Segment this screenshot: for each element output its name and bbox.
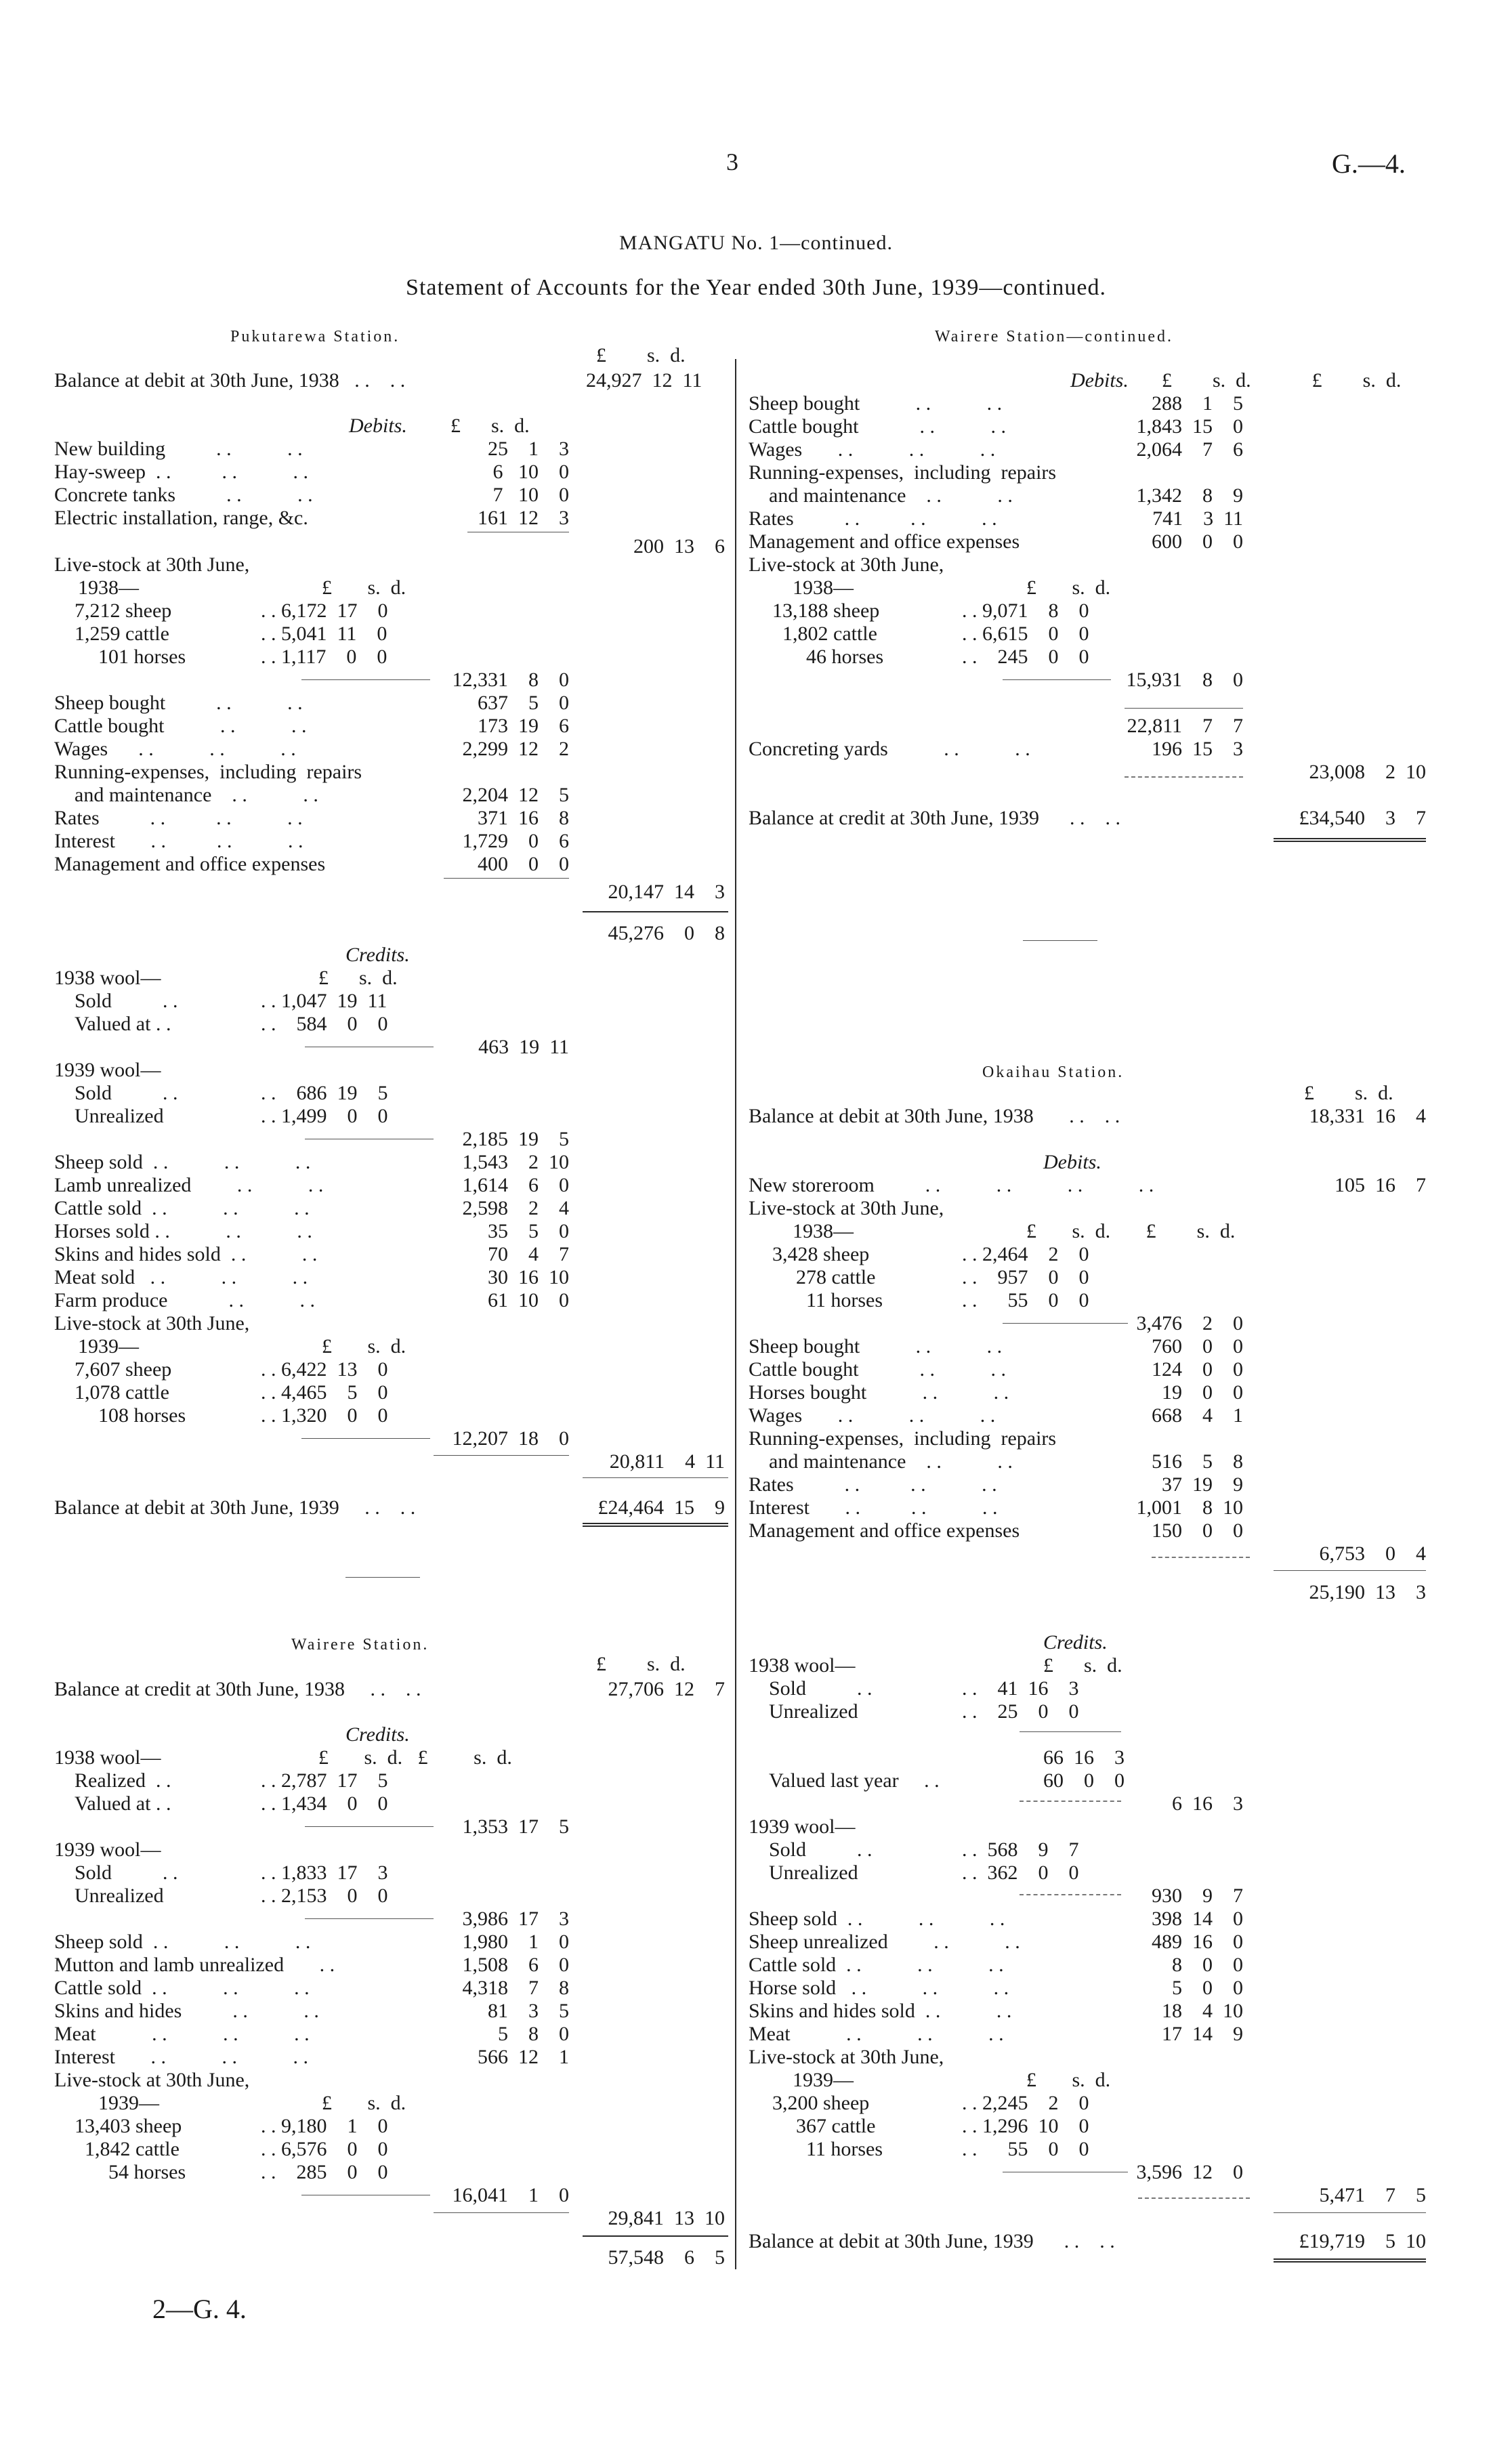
livestock-label: Live-stock at 30th June,: [749, 1197, 944, 1219]
livestock-total: 12,207 18 0: [452, 1427, 569, 1450]
livestock-head: £ s. d.: [1026, 2069, 1111, 2091]
wool-row-value: . . 362 0 0: [962, 1861, 1079, 1884]
wool-row-label: Unrealized: [75, 1105, 164, 1127]
debit-label: Interest . . . . . .: [54, 830, 303, 852]
credits-total: 29,841 13 10: [608, 2207, 725, 2229]
document-title: MANGATU No. 1—continued.: [619, 232, 893, 254]
wool-row-label: Unrealized: [769, 1861, 858, 1884]
column-head: £ s. d.: [596, 344, 686, 366]
debits-total: 20,147 14 3: [608, 881, 725, 903]
livestock-row-label: 1,842 cattle: [85, 2138, 180, 2160]
credits-label: Credits.: [1043, 1631, 1108, 1654]
wool-row-label: Sold . .: [769, 1677, 873, 1700]
wool-label: 1938 wool—: [749, 1654, 856, 1677]
debit-value: 196 15 3: [1152, 738, 1243, 760]
debit-value: 6 10 0: [492, 461, 569, 483]
debit-label: and maintenance . . . .: [769, 1450, 1013, 1473]
credits-label: Credits.: [345, 944, 410, 966]
debits-total: 23,008 2 10: [1309, 761, 1426, 783]
wool-row-value: . . 584 0 0: [261, 1013, 388, 1035]
double-rule: [583, 1523, 728, 1527]
section-heading: Wairere Station.: [291, 1636, 429, 1654]
debit-value: 288 1 5: [1152, 392, 1243, 415]
livestock-label: Live-stock at 30th June,: [54, 1312, 250, 1334]
livestock-row-value: . . 2,245 2 0: [962, 2092, 1089, 2114]
credit-value: 5 0 0: [1172, 1977, 1243, 1999]
credit-value: 35 5 0: [488, 1220, 569, 1242]
rule: [1003, 679, 1111, 680]
credit-value: 61 10 0: [488, 1289, 569, 1311]
wool-row-value: . . 41 16 3: [962, 1677, 1079, 1700]
livestock-head: £ s. d. £ s. d.: [1026, 1220, 1236, 1242]
column-divider: [735, 359, 736, 2269]
wool-total: 6 16 3: [1172, 1792, 1243, 1815]
livestock-row-value: . . 1,320 0 0: [261, 1404, 388, 1427]
rule: [434, 2212, 569, 2213]
livestock-row-value: . . 9,180 1 0: [261, 2115, 388, 2137]
page-code: G.—4.: [1332, 148, 1406, 179]
debit-label: Sheep bought . . . .: [749, 392, 1003, 415]
debit-label: Horses bought . . . .: [749, 1381, 1009, 1404]
debit-value: 1,001 8 10: [1136, 1496, 1243, 1519]
livestock-row-label: 7,212 sheep: [75, 600, 172, 622]
debit-value: 2,299 12 2: [462, 738, 569, 760]
livestock-year: 1938—: [793, 576, 854, 599]
double-rule: [1274, 838, 1426, 842]
livestock-row-label: 11 horses: [806, 2138, 883, 2160]
wool-label: 1939 wool—: [54, 1838, 161, 1861]
wool-subtotal: 66 16 3: [1043, 1746, 1125, 1769]
credit-label: Lamb unrealized . . . .: [54, 1174, 324, 1196]
livestock-row-label: 1,802 cattle: [782, 623, 877, 645]
wool-row-value: . . 1,047 19 11: [261, 990, 387, 1012]
column-head: £ s. d.: [596, 1653, 686, 1675]
debit-label: Interest . . . . . .: [749, 1496, 998, 1519]
livestock-year: 1939—: [793, 2069, 854, 2091]
credit-label: Horse sold . . . . . .: [749, 1977, 1009, 1999]
wool-row-value: . . 2,153 0 0: [261, 1885, 388, 1907]
wool-label: 1939 wool—: [749, 1815, 856, 1838]
footer-code: 2—G. 4.: [152, 2294, 247, 2324]
balance-open-label: Balance at debit at 30th June, 1938 . . . .: [749, 1105, 1120, 1127]
debit-value: 124 0 0: [1152, 1358, 1243, 1381]
credit-label: Cattle sold . . . . . .: [54, 1977, 310, 1999]
debit-label: Concreting yards . . . .: [749, 738, 1030, 760]
rule: [444, 878, 569, 879]
credit-label: Skins and hides sold . . . .: [749, 2000, 1012, 2022]
debit-label: Rates . . . . . .: [749, 507, 997, 530]
livestock-row-label: 1,078 cattle: [75, 1381, 169, 1404]
balance-open-value: 27,706 12 7: [608, 1678, 725, 1700]
section-heading: Pukutarewa Station.: [230, 328, 400, 345]
balance-close-value: £24,464 15 9: [597, 1496, 725, 1519]
debit-value: 760 0 0: [1152, 1335, 1243, 1358]
debit-label: Sheep bought . . . .: [749, 1335, 1003, 1358]
debit-value: 1,342 8 9: [1136, 484, 1243, 507]
livestock-total: 16,041 1 0: [452, 2184, 569, 2206]
debit-label: Sheep bought . . . .: [54, 692, 303, 714]
credit-label: Skins and hides sold . . . .: [54, 1243, 318, 1265]
wool-label: 1938 wool—: [54, 967, 161, 989]
credits-head: £ s. d.: [1043, 1654, 1122, 1677]
credits-head: £ s. d.: [318, 967, 398, 989]
rule: [583, 911, 728, 912]
wool-row-value: . . 1,499 0 0: [261, 1105, 388, 1127]
column-head: £ s. d. £ s. d.: [1162, 369, 1402, 392]
credit-value: 1,614 6 0: [462, 1174, 569, 1196]
debit-label: Management and office expenses: [749, 1519, 1020, 1542]
credits-label: Credits.: [345, 1723, 410, 1746]
debit-value: 516 5 8: [1152, 1450, 1243, 1473]
wool-total: 2,185 19 5: [462, 1128, 569, 1150]
livestock-row-value: . . 245 0 0: [962, 646, 1089, 668]
livestock-row-label: 367 cattle: [796, 2115, 876, 2137]
debit-value: 741 3 11: [1152, 507, 1243, 530]
livestock-row-value: . . 957 0 0: [962, 1266, 1089, 1288]
wool-row-value: . . 25 0 0: [962, 1700, 1079, 1723]
subtotal-value: 22,811 7 7: [1127, 715, 1243, 737]
credit-label: Meat . . . . . .: [749, 2023, 1004, 2045]
wool-total: 930 9 7: [1152, 1885, 1243, 1907]
livestock-label: Live-stock at 30th June,: [749, 2046, 944, 2068]
section-heading: Wairere Station—continued.: [935, 328, 1173, 345]
credit-label: Sheep unrealized . . . .: [749, 1931, 1020, 1953]
livestock-row-value: . . 55 0 0: [962, 1289, 1089, 1311]
credit-label: Sheep sold . . . . . .: [749, 1908, 1005, 1930]
livestock-row-value: . . 6,615 0 0: [962, 623, 1089, 645]
livestock-row-value: . . 6,172 17 0: [261, 600, 388, 622]
livestock-row-label: 7,607 sheep: [75, 1358, 172, 1381]
debit-label: Running-expenses, including repairs: [749, 1427, 1057, 1450]
livestock-row-label: 101 horses: [98, 646, 186, 668]
debit-value: 668 4 1: [1152, 1404, 1243, 1427]
balance-close-label: Balance at credit at 30th June, 1939 . . . .: [749, 807, 1121, 829]
debit-value: 7 10 0: [492, 484, 569, 506]
debit-value: 637 5 0: [478, 692, 569, 714]
balance-close-label: Balance at debit at 30th June, 1939 . . . .: [54, 1496, 416, 1519]
credits-total: 5,471 7 5: [1319, 2184, 1426, 2206]
credit-value: 1,980 1 0: [462, 1931, 569, 1953]
debit-label: Wages . . . . . .: [749, 1404, 996, 1427]
livestock-row-label: 3,428 sheep: [772, 1243, 870, 1265]
livestock-head: £ s. d.: [322, 576, 406, 599]
credit-label: Interest . . . . . .: [54, 2046, 308, 2068]
debits-label: Debits.: [1043, 1151, 1101, 1173]
rule: [301, 1438, 430, 1439]
balance-close-value: £34,540 3 7: [1299, 807, 1426, 829]
credit-label: Skins and hides . . . .: [54, 2000, 319, 2022]
balance-open-value: 24,927 12 11: [586, 369, 702, 392]
credit-label: Cattle sold . . . . . .: [54, 1197, 310, 1219]
debits-label: Debits.: [1070, 369, 1129, 392]
livestock-year: 1938—: [78, 576, 139, 599]
debit-label: Concrete tanks . . . .: [54, 484, 313, 506]
livestock-row-value: . . 1,117 0 0: [261, 646, 387, 668]
debit-label: and maintenance . . . .: [75, 784, 318, 806]
wool-row-value: . . 686 19 5: [261, 1082, 388, 1104]
wool-row-value: 60 0 0: [1043, 1769, 1125, 1792]
wool-row-label: Sold . .: [75, 1861, 178, 1884]
rule: [434, 1455, 569, 1456]
rule: [301, 679, 430, 680]
livestock-total: 12,331 8 0: [452, 669, 569, 691]
debits-label: Debits.: [349, 415, 407, 437]
wool-row-label: Unrealized: [769, 1700, 858, 1723]
livestock-row-value: . . 2,464 2 0: [962, 1243, 1089, 1265]
debit-label: Wages . . . . . .: [54, 738, 296, 760]
credits-total: 20,811 4 11: [609, 1450, 725, 1473]
credit-value: 70 4 7: [488, 1243, 569, 1265]
credit-value: 30 16 10: [488, 1266, 569, 1288]
debit-value: 600 0 0: [1152, 530, 1243, 553]
wool-row-label: Realized . .: [75, 1769, 171, 1792]
wool-row-label: Valued at . .: [75, 1013, 171, 1035]
wool-row-value: . . 1,833 17 3: [261, 1861, 388, 1884]
rule: [1138, 2197, 1250, 2199]
grand-total: 25,190 13 3: [1309, 1581, 1426, 1603]
rule: [583, 1477, 728, 1478]
rule: [1274, 2212, 1426, 2213]
livestock-row-value: . . 4,465 5 0: [261, 1381, 388, 1404]
debit-value: 1,729 0 6: [462, 830, 569, 852]
livestock-head: £ s. d.: [322, 2092, 406, 2114]
credit-label: Meat . . . . . .: [54, 2023, 310, 2045]
credit-value: 398 14 0: [1152, 1908, 1243, 1930]
subtotal-value: 200 13 6: [633, 535, 725, 558]
livestock-year: 1939—: [78, 1335, 139, 1358]
livestock-row-label: 108 horses: [98, 1404, 186, 1427]
wool-total: 3,986 17 3: [462, 1908, 569, 1930]
debit-value: 400 0 0: [478, 853, 569, 875]
debit-value: 371 16 8: [478, 807, 569, 829]
credit-label: Horses sold . . . . . .: [54, 1220, 312, 1242]
section-heading: Okaihau Station.: [982, 1064, 1125, 1081]
rule: [1125, 708, 1243, 709]
livestock-row-value: . . 6,576 0 0: [261, 2138, 388, 2160]
grand-total: 57,548 6 5: [608, 2246, 725, 2269]
livestock-row-label: 46 horses: [806, 646, 884, 668]
debits-total: 6,753 0 4: [1319, 1542, 1426, 1565]
rule: [1020, 1731, 1121, 1732]
credit-label: Farm produce . . . .: [54, 1289, 315, 1311]
wool-label: 1938 wool—: [54, 1746, 161, 1769]
livestock-row-label: 278 cattle: [796, 1266, 876, 1288]
balance-close-value: £19,719 5 10: [1299, 2230, 1426, 2252]
column-head: £ s. d.: [1304, 1082, 1393, 1104]
livestock-row-label: 3,200 sheep: [772, 2092, 870, 2114]
credit-value: 8 0 0: [1172, 1954, 1243, 1976]
debit-value: 37 19 9: [1162, 1473, 1243, 1496]
debit-label: Rates . . . . . .: [749, 1473, 997, 1496]
debit-label: Cattle bought . . . .: [749, 415, 1006, 438]
wool-row-label: Sold . .: [769, 1838, 873, 1861]
debit-label: Rates . . . . . .: [54, 807, 303, 829]
debits-head: £ s. d.: [450, 415, 530, 437]
wool-row-label: Sold . .: [75, 1082, 178, 1104]
balance-open-value: 18,331 16 4: [1309, 1105, 1426, 1127]
credit-value: 81 3 5: [488, 2000, 569, 2022]
balance-close-label: Balance at debit at 30th June, 1939 . . . .: [749, 2230, 1115, 2252]
debit-label: Hay-sweep . . . . . .: [54, 461, 308, 483]
section-separator: [1023, 940, 1097, 941]
debit-value: 2,064 7 6: [1136, 438, 1243, 461]
balance-open-label: Balance at credit at 30th June, 1938 . . . .: [54, 1678, 421, 1700]
debit-value: 150 0 0: [1152, 1519, 1243, 1542]
grand-total: 45,276 0 8: [608, 922, 725, 944]
rule: [1274, 1570, 1426, 1571]
document-subtitle: Statement of Accounts for the Year ended 30th June, 1939—continued.: [406, 275, 1106, 300]
rule: [1020, 1894, 1121, 1895]
wool-row-label: Unrealized: [75, 1885, 164, 1907]
credit-value: 1,508 6 0: [462, 1954, 569, 1976]
livestock-total: 3,596 12 0: [1136, 2161, 1243, 2183]
livestock-year: 1939—: [98, 2092, 159, 2114]
livestock-row-value: . . 6,422 13 0: [261, 1358, 388, 1381]
debit-label: New building . . . .: [54, 438, 303, 460]
credit-label: Cattle sold . . . . . .: [749, 1954, 1004, 1976]
wool-row-value: . . 2,787 17 5: [261, 1769, 388, 1792]
livestock-row-label: 1,259 cattle: [75, 623, 169, 645]
debit-label: Cattle bought . . . .: [54, 715, 307, 737]
livestock-label: Live-stock at 30th June,: [54, 2069, 250, 2091]
livestock-row-value: . . 1,296 10 0: [962, 2115, 1089, 2137]
wool-row-label: Valued at . .: [75, 1792, 171, 1815]
livestock-row-value: . . 5,041 11 0: [261, 623, 387, 645]
credit-value: 2,598 2 4: [462, 1197, 569, 1219]
credit-value: 566 12 1: [478, 2046, 569, 2068]
rule: [1003, 1323, 1128, 1324]
debit-label: Electric installation, range, &c.: [54, 507, 308, 529]
debit-value: 25 1 3: [488, 438, 569, 460]
section-separator: [345, 1577, 420, 1578]
livestock-row-value: . . 285 0 0: [261, 2161, 388, 2183]
rule: [1125, 776, 1243, 778]
credit-label: Sheep sold . . . . . .: [54, 1151, 311, 1173]
double-rule: [1274, 2258, 1426, 2263]
debit-value: 2,204 12 5: [462, 784, 569, 806]
debit-label: and maintenance . . . .: [769, 484, 1013, 507]
debit-value: 1,843 15 0: [1136, 415, 1243, 438]
rule: [1020, 1801, 1121, 1802]
wool-row-label: Sold . .: [75, 990, 178, 1012]
credit-value: 18 4 10: [1162, 2000, 1243, 2022]
rule: [1152, 1557, 1250, 1558]
debit-label: Cattle bought . . . .: [749, 1358, 1006, 1381]
wool-row-value: . . 568 9 7: [962, 1838, 1079, 1861]
livestock-label: Live-stock at 30th June,: [749, 553, 944, 576]
livestock-label: Live-stock at 30th June,: [54, 553, 250, 576]
debit-label: Running-expenses, including repairs: [54, 761, 362, 783]
livestock-total: 3,476 2 0: [1136, 1312, 1243, 1334]
debit-label: Wages . . . . . .: [749, 438, 996, 461]
debit-label: Running-expenses, including repairs: [749, 461, 1057, 484]
wool-total: 1,353 17 5: [462, 1815, 569, 1838]
rule: [305, 1918, 434, 1919]
livestock-row-label: 11 horses: [806, 1289, 883, 1311]
credit-value: 17 14 9: [1162, 2023, 1243, 2045]
livestock-row-value: . . 55 0 0: [962, 2138, 1089, 2160]
credits-head: £ s. d. £ s. d.: [318, 1746, 512, 1769]
debit-value: 173 19 6: [478, 715, 569, 737]
livestock-row-label: 54 horses: [108, 2161, 186, 2183]
page-number: 3: [726, 148, 738, 175]
credit-label: Mutton and lamb unrealized . .: [54, 1954, 335, 1976]
wool-row-label: Valued last year . .: [769, 1769, 940, 1792]
livestock-row-label: 13,403 sheep: [75, 2115, 182, 2137]
credit-label: Meat sold . . . . . .: [54, 1266, 308, 1288]
balance-open-label: Balance at debit at 30th June, 1938 . . . .: [54, 369, 406, 392]
livestock-head: £ s. d.: [322, 1335, 406, 1358]
livestock-row-value: . . 9,071 8 0: [962, 600, 1089, 622]
credit-value: 5 8 0: [498, 2023, 569, 2045]
debit-label: New storeroom . . . . . . . .: [749, 1174, 1154, 1196]
livestock-row-label: 13,188 sheep: [772, 600, 880, 622]
wool-total: 463 19 11: [478, 1036, 569, 1058]
credit-value: 1,543 2 10: [462, 1151, 569, 1173]
wool-row-value: . . 1,434 0 0: [261, 1792, 388, 1815]
debit-label: Management and office expenses: [54, 853, 326, 875]
credit-label: Sheep sold . . . . . .: [54, 1931, 311, 1953]
rule: [583, 2235, 728, 2237]
livestock-total: 15,931 8 0: [1126, 669, 1243, 691]
wool-label: 1939 wool—: [54, 1059, 161, 1081]
credit-value: 489 16 0: [1152, 1931, 1243, 1953]
livestock-year: 1938—: [793, 1220, 854, 1242]
debit-label: Management and office expenses: [749, 530, 1020, 553]
credit-value: 4,318 7 8: [462, 1977, 569, 1999]
debit-value: 161 12 3: [478, 507, 569, 529]
debit-value: 19 0 0: [1162, 1381, 1243, 1404]
rule: [305, 1826, 434, 1827]
livestock-head: £ s. d.: [1026, 576, 1111, 599]
debit-value: 105 16 7: [1335, 1174, 1426, 1196]
